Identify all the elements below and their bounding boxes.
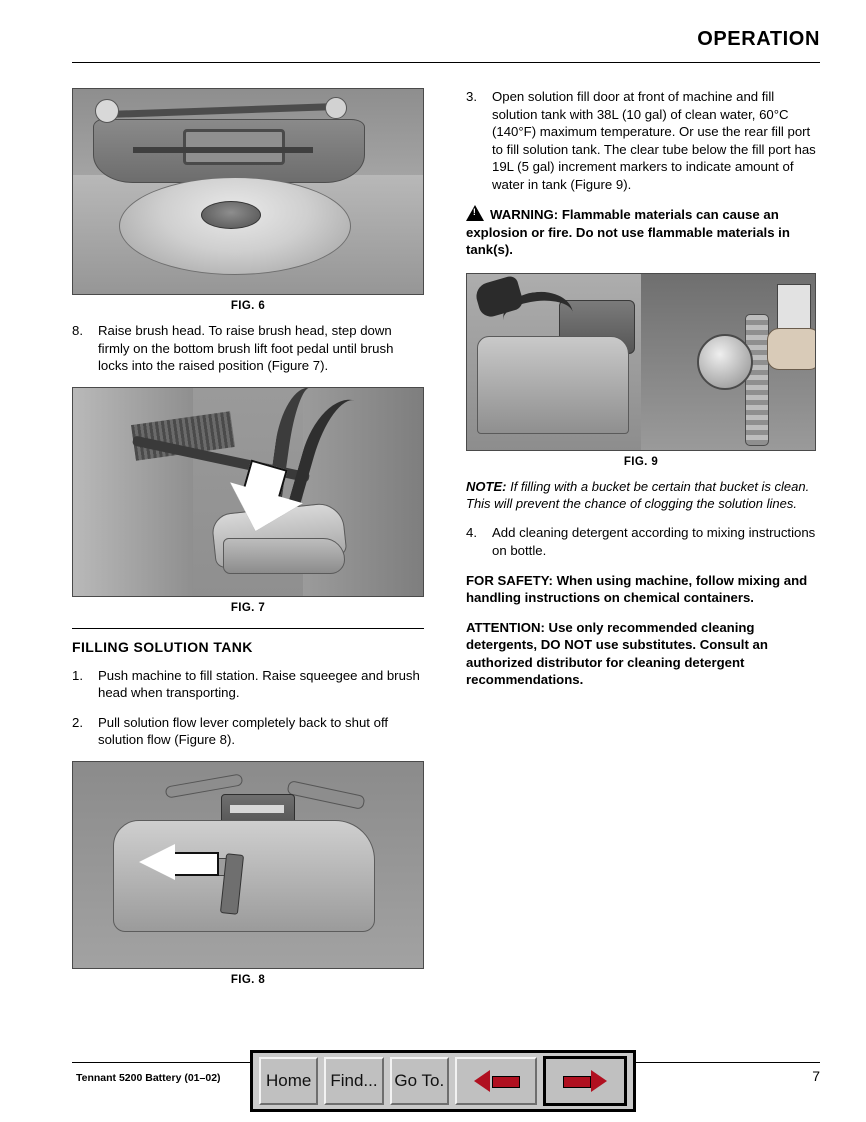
step-4-number: 4. <box>466 525 477 541</box>
step-3-number: 3. <box>466 89 477 104</box>
figure-7 <box>72 387 424 614</box>
page-header <box>72 28 820 70</box>
attention-label: ATTENTION: <box>466 619 545 635</box>
figure-9-image <box>466 273 816 451</box>
figure-8-image <box>72 761 424 969</box>
for-safety-text: When using machine, follow mixing and handling instructions on chemical containers. <box>466 572 808 606</box>
figure-9 <box>466 273 816 468</box>
pdf-navigation-bar <box>250 1050 636 1112</box>
step-1-text: Push machine to fill station. Raise squeegee and brush head when transporting. <box>98 667 420 701</box>
warning-block <box>466 205 816 259</box>
step-8 <box>72 322 424 375</box>
right-column <box>466 88 816 689</box>
warning-label: WARNING: <box>490 207 559 223</box>
left-arrow-icon <box>474 1070 518 1092</box>
right-arrow-icon <box>563 1070 607 1092</box>
find-button[interactable]: Find... <box>324 1057 383 1105</box>
step-3-text: Open solution fill door at front of machine and fill solution tank with 38L (10 gal) of clean water, 60°C (140°F) maximum temperature. Or use the rear fill port to fill solution tank. The clear tube below the fill port has 19L (5 gal) increment markers to indicate amount of water in tank (Figure 9). <box>492 89 816 192</box>
page-title: OPERATION <box>697 28 820 50</box>
step-4-text: Add cleaning detergent according to mixing instructions on bottle. <box>492 525 816 559</box>
figure-7-image <box>72 387 424 597</box>
step-1 <box>72 667 424 702</box>
goto-button[interactable]: Go To. <box>390 1057 449 1105</box>
for-safety-label: FOR SAFETY: <box>466 572 553 588</box>
figure-9-caption: FIG. 9 <box>623 455 659 468</box>
step-3 <box>466 88 816 193</box>
step-2-text: Pull solution flow lever completely back to shut off solution flow (Figure 8). <box>98 714 389 748</box>
for-safety-block <box>466 572 816 607</box>
page-number: 7 <box>812 1068 820 1084</box>
warning-text: Flammable materials can cause an explosion or fire. Do not use flammable materials in tank(s). <box>466 207 790 258</box>
attention-block <box>466 619 816 689</box>
step-1-number: 1. <box>72 667 83 683</box>
figure-7-caption: FIG. 7 <box>230 601 266 614</box>
previous-page-button[interactable] <box>455 1057 537 1105</box>
callout-arrow-icon <box>173 852 219 876</box>
step-8-text: Raise brush head. To raise brush head, step down firmly on the bottom brush lift foot pedal until brush locks into the raised position (Figure 7). <box>98 323 394 374</box>
step-2 <box>72 714 424 749</box>
section-title: FILLING SOLUTION TANK <box>72 638 253 655</box>
footer-document-id: Tennant 5200 Battery (01–02) <box>76 1072 221 1084</box>
step-8-number: 8. <box>72 323 83 338</box>
next-page-button[interactable] <box>543 1056 627 1106</box>
warning-triangle-icon <box>466 205 484 221</box>
figure-6-caption: FIG. 6 <box>230 300 266 312</box>
figure-6 <box>72 88 424 312</box>
left-column <box>72 88 424 996</box>
home-button[interactable]: Home <box>259 1057 318 1105</box>
step-2-number: 2. <box>72 714 83 730</box>
note-label: NOTE: <box>466 478 507 494</box>
step-4 <box>466 524 816 559</box>
section-divider <box>72 628 424 629</box>
figure-8-caption: FIG. 8 <box>230 973 266 986</box>
figure-8 <box>72 761 424 986</box>
header-divider <box>72 62 820 63</box>
note-block <box>466 478 816 513</box>
attention-text: Use only recommended cleaning detergents, DO NOT use substitutes. Consult an authorized distributor for cleaning detergent recommendations. <box>466 619 768 688</box>
figure-6-image <box>72 88 424 295</box>
note-text: If filling with a bucket be certain that bucket is clean. This will prevent the chance of clogging the solution lines. <box>466 478 810 512</box>
